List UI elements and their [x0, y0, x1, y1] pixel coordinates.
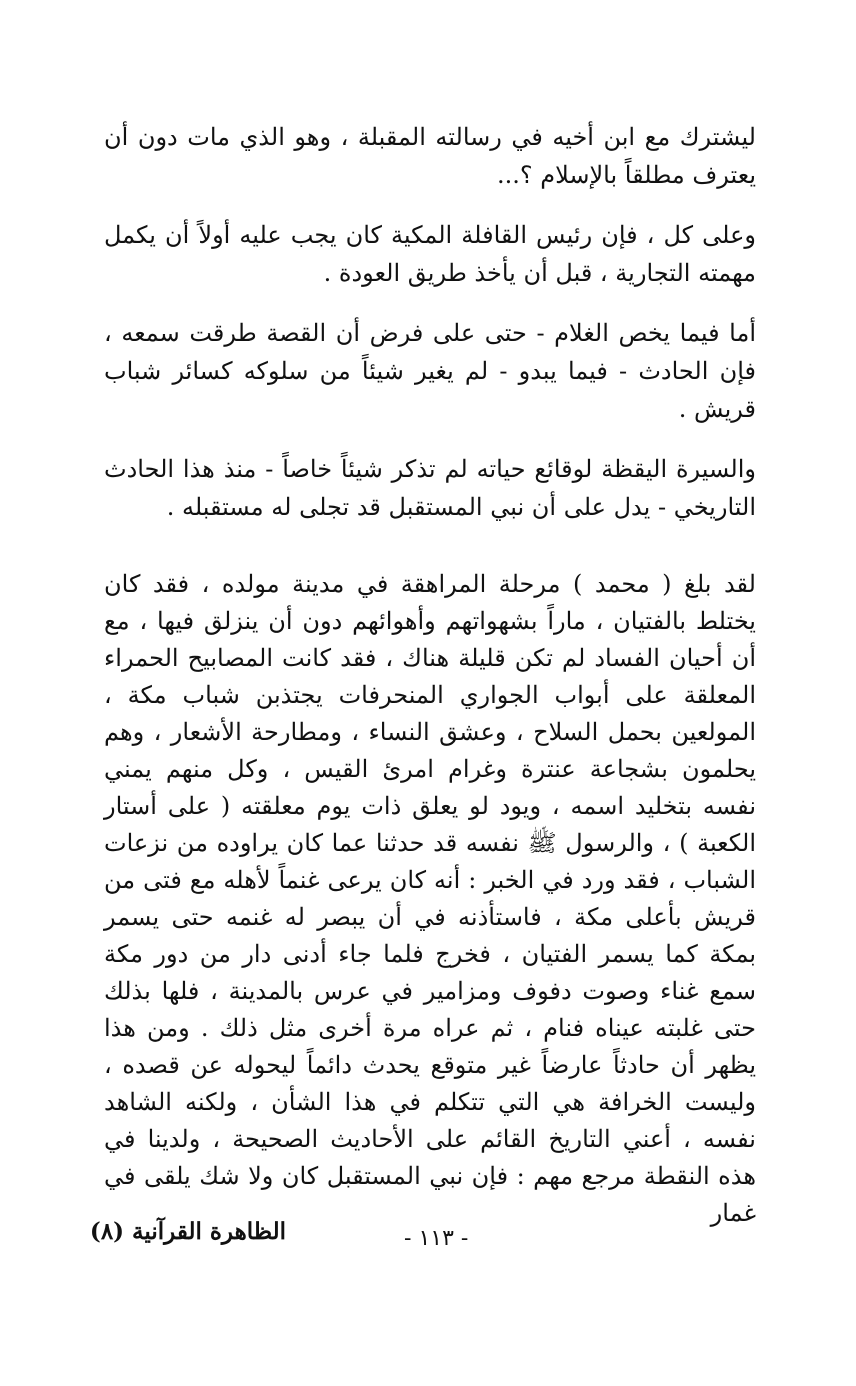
page-body	[104, 118, 756, 1258]
paragraph-5: لقد بلغ ( محمد ) مرحلة المراهقة في مدينة مولده ، فقد كان يختلط بالفتيان ، ماراً بشهواتهم وأهوائهم دون أن ينزلق فيها ، مع أن أحيان الفساد لم تكن قليلة هناك ، فقد كانت المصابيح الحمراء المعلقة على أبواب الجواري المنحرفات يجتذبن شباب مكة ، المولعين بحمل السلاح ، وعشق النساء ، ومطارحة الأشعار ، وهم يحلمون بشجاعة عنترة وغرام امرئ القيس ، وكل منهم يمني نفسه بتخليد اسمه ، ويود لو يعلق ذات يوم معلقته ( على أستار الكعبة ) ، والرسول ﷺ نفسه قد حدثنا عما كان يراوده من نزعات الشباب ، فقد ورد في الخبر : أنه كان يرعى غنماً لأهله مع فتى من قريش بأعلى مكة ، فاستأذنه في أن يبصر له غنمه حتى يسمر بمكة كما يسمر الفتيان ، فخرج فلما جاء أدنى دار من دور مكة سمع غناء وصوت دفوف ومزامير في عرس بالمدينة ، فلها بذلك حتى غلبته عيناه فنام ، ثم عراه مرة أخرى مثل ذلك . ومن هذا يظهر أن حادثاً عارضاً غير متوقع يحدث دائماً ليحوله عن قصده ، وليست الخرافة هي التي تتكلم في هذا الشأن ، ولكنه الشاهد نفسه ، أعني التاريخ القائم على الأحاديث الصحيحة ، ولدينا في هذه النقطة مرجع مهم : فإن نبي المستقبل كان ولا شك يلقى في غمار	[104, 570, 757, 1227]
book-title: الظاهرة القرآنية (٨)	[89, 1218, 286, 1245]
paragraph-3: أما فيما يخص الغلام - حتى على فرض أن القصة طرقت سمعه ، فإن الحادث - فيما يبدو - لم يغير شيئاً من سلوكه كسائر شباب قريش .	[104, 319, 756, 423]
page-number: - ١١٣ -	[404, 1226, 469, 1251]
page-footer	[89, 1218, 756, 1258]
paragraph-2: وعلى كل ، فإن رئيس القافلة المكية كان يجب عليه أولاً أن يكمل مهمته التجارية ، قبل أن يأخذ طريق العودة .	[104, 221, 756, 287]
paragraph-1: ليشترك مع ابن أخيه في رسالته المقبلة ، وهو الذي مات دون أن يعترف مطلقاً بالإسلام ؟...	[104, 123, 756, 189]
paragraph-4: والسيرة اليقظة لوقائع حياته لم تذكر شيئاً خاصاً - منذ هذا الحادث التاريخي - يدل على أن نبي المستقبل قد تجلى له مستقبله .	[104, 455, 756, 521]
